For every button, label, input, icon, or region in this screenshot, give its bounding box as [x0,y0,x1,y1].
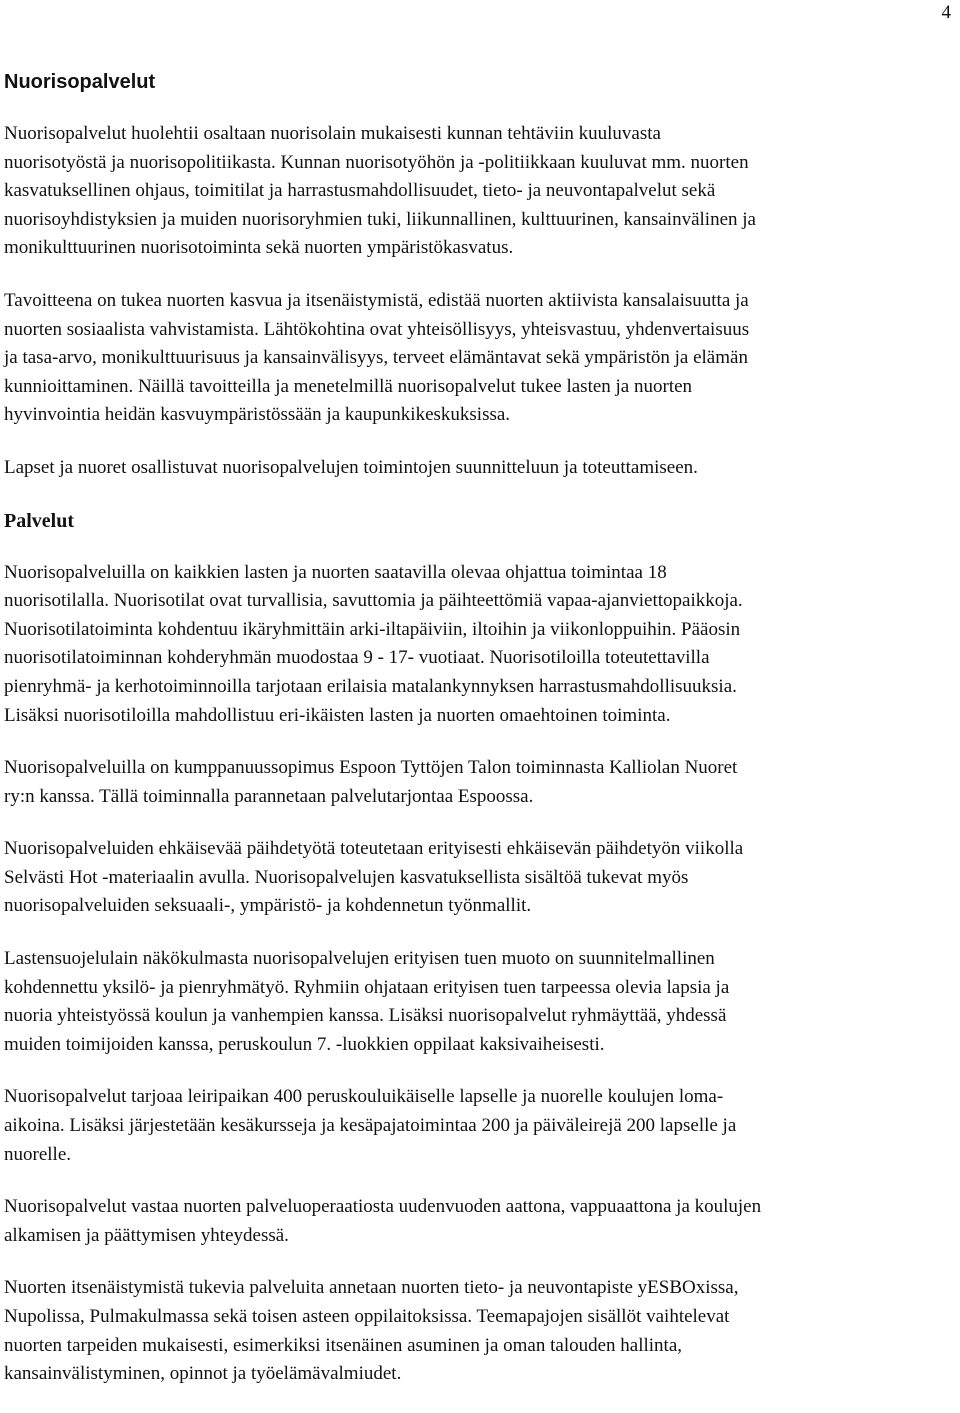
services-paragraph-7: Nuorten itsenäistymistä tukevia palveluita annetaan nuorten tieto- ja neuvontapiste yESBOxissa, Nupolissa, Pulmakulmassa sekä toisen asteen oppilaitoksissa. Teemapajojen sisällöt vaihtelevat nuorten tarpeiden mukaisesti, esimerkiksi itsenäinen asuminen ja oman talouden hallinta, kansainvälistyminen, opinnot ja työelämävalmiudet. [4,1277,739,1385]
services-paragraph-6: Nuorisopalvelut vastaa nuorten palveluoperaatiosta uudenvuoden aattona, vappuaattona ja koulujen alkamisen ja päättymisen yhteydessä. [4,1196,762,1246]
page-title: Nuorisopalvelut [4,71,156,93]
intro-paragraph-3: Lapset ja nuoret osallistuvat nuorisopalvelujen toimintojen suunnitteluun ja toteuttamiseen. [4,456,698,478]
document-body [4,68,956,1413]
services-paragraph-3: Nuorisopalveluiden ehkäisevää päihdetyötä toteutetaan erityisesti ehkäisevän päihdetyön viikolla Selvästi Hot -materiaalin avulla. Nuorisopalvelujen kasvatuksellista sisältöä tukevat myös nuorisopalveluiden seksuaali-, ympäristö- ja kohdennetun työnmallit. [4,838,744,917]
page-number: 4 [941,2,951,23]
intro-paragraph-2: Tavoitteena on tukea nuorten kasvua ja itsenäistymistä, edistää nuorten aktiivista kansalaisuutta ja nuorten sosiaalista vahvistamista. Lähtökohtina ovat yhteisöllisyys, yhteisvastuu, yhdenvertaisuus ja tasa-arvo, monikulttuurisuus ja kansainvälisyys, terveet elämäntavat sekä ympäristön ja elämän kunnioittaminen. Näillä tavoitteilla ja menetelmillä nuorisopalvelut tukee lasten ja nuorten hyvinvointia heidän kasvuympäristössään ja kaupunkikeskuksissa. [4,289,750,426]
services-paragraph-2: Nuorisopalveluilla on kumppanuussopimus Espoon Tyttöjen Talon toiminnasta Kalliolan Nuoret ry:n kanssa. Tällä toiminnalla parannetaan palvelutarjontaa Espoossa. [4,757,738,807]
services-paragraph-5: Nuorisopalvelut tarjoaa leiripaikan 400 peruskouluikäiselle lapselle ja nuorelle koulujen loma- aikoina. Lisäksi järjestetään kesäkursseja ja kesäpajatoimintaa 200 ja päiväleirejä 200 lapselle ja nuorelle. [4,1086,737,1165]
intro-paragraph-1: Nuorisopalvelut huolehtii osaltaan nuorisolain mukaisesti kunnan tehtäviin kuuluvasta nuorisotyöstä ja nuorisopolitiikasta. Kunnan nuorisotyöhön ja -politiikkaan kuuluvat mm. nuorten kasvatuksellinen ohjaus, toimitilat ja harrastusmahdollisuudet, tieto- ja neuvontapalvelut sekä nuorisoyhdistyksien ja muiden nuorisoryhmien tuki, liikunnallinen, kulttuurinen, kansainvälinen ja monikulttuurinen nuorisotoiminta sekä nuorten ympäristökasvatus. [4,123,756,259]
services-paragraph-4: Lastensuojelulain näkökulmasta nuorisopalvelujen erityisen tuen muoto on suunnitelmallinen kohdennettu yksilö- ja pienryhmätyö. Ryhmiin ohjataan erityisen tuen tarpeessa olevia lapsia ja nuoria yhteistyössä koulun ja vanhempien kanssa. Lisäksi nuorisopalvelut ryhmäyttää, yhdessä muiden toimijoiden kanssa, peruskoulun 7. -luokkien oppilaat kaksivaiheisesti. [4,948,730,1055]
section-heading-palvelut: Palvelut [4,509,74,532]
services-paragraph-1: Nuorisopalveluilla on kaikkien lasten ja nuorten saatavilla olevaa ohjattua toimintaa 18 nuorisotilalla. Nuorisotilat ovat turvallisia, savuttomia ja päihteettömiä vapaa-ajanviettopaikkoja. Nuorisotilatoiminta kohdentuu ikäryhmittäin arki-iltapäiviin, iltoihin ja viikonloppuihin. Pääosin nuorisotilatoiminnan kohderyhmän muodostaa 9 - 17- vuotiaat. Nuorisotiloilla toteutettavilla pienryhmä- ja kerhotoiminnoilla tarjotaan erilaisia matalankynnyksen harrastusmahdollisuuksia. Lisäksi nuorisotiloilla mahdollistuu eri-ikäisten lasten ja nuorten omaehtoinen toiminta. [4,561,743,726]
